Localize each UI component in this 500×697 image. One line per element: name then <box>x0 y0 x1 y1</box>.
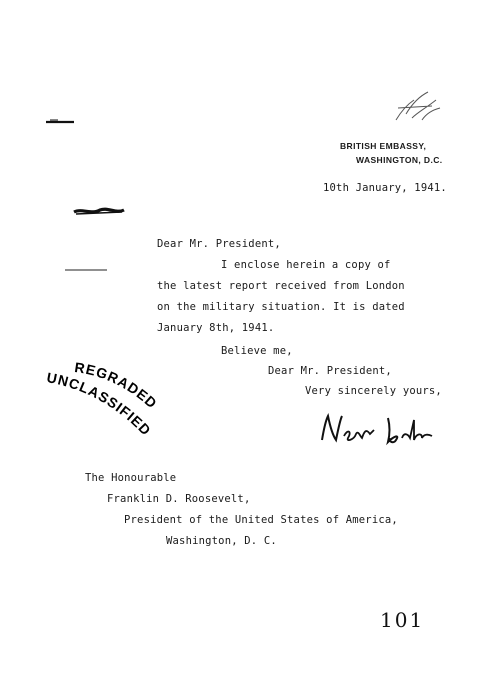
body-line-2: the latest report received from London <box>157 280 405 292</box>
address-line-2: Franklin D. Roosevelt, <box>107 493 251 505</box>
margin-rule <box>64 268 108 272</box>
body-line-3: on the military situation. It is dated <box>157 301 405 313</box>
handwritten-signature <box>318 412 436 448</box>
letter-date: 10th January, 1941. <box>323 182 447 194</box>
body-line-1: I enclose herein a copy of <box>221 259 391 271</box>
body-line-4: January 8th, 1941. <box>157 322 275 334</box>
regraded-unclassified-stamp <box>34 352 184 452</box>
letterhead-line-1: BRITISH EMBASSY, <box>340 141 427 151</box>
stamp-line-1: REGRADED <box>73 359 161 412</box>
closing-line-1: Believe me, <box>221 345 293 357</box>
address-line-4: Washington, D. C. <box>166 535 277 547</box>
redaction-mark-top-left <box>44 118 78 126</box>
stamp-line-2: UNCLASSIFIED <box>45 369 155 439</box>
page-number: 101 <box>380 608 425 632</box>
address-line-1: The Honourable <box>85 472 177 484</box>
closing-line-3: Very sincerely yours, <box>305 385 442 397</box>
closing-line-2: Dear Mr. President, <box>268 365 392 377</box>
letterhead-line-2: WASHINGTON, D.C. <box>356 155 443 165</box>
salutation: Dear Mr. President, <box>157 238 281 250</box>
address-line-3: President of the United States of America, <box>124 514 398 526</box>
handwritten-mark-top <box>392 90 442 124</box>
redaction-scribble <box>72 205 126 217</box>
